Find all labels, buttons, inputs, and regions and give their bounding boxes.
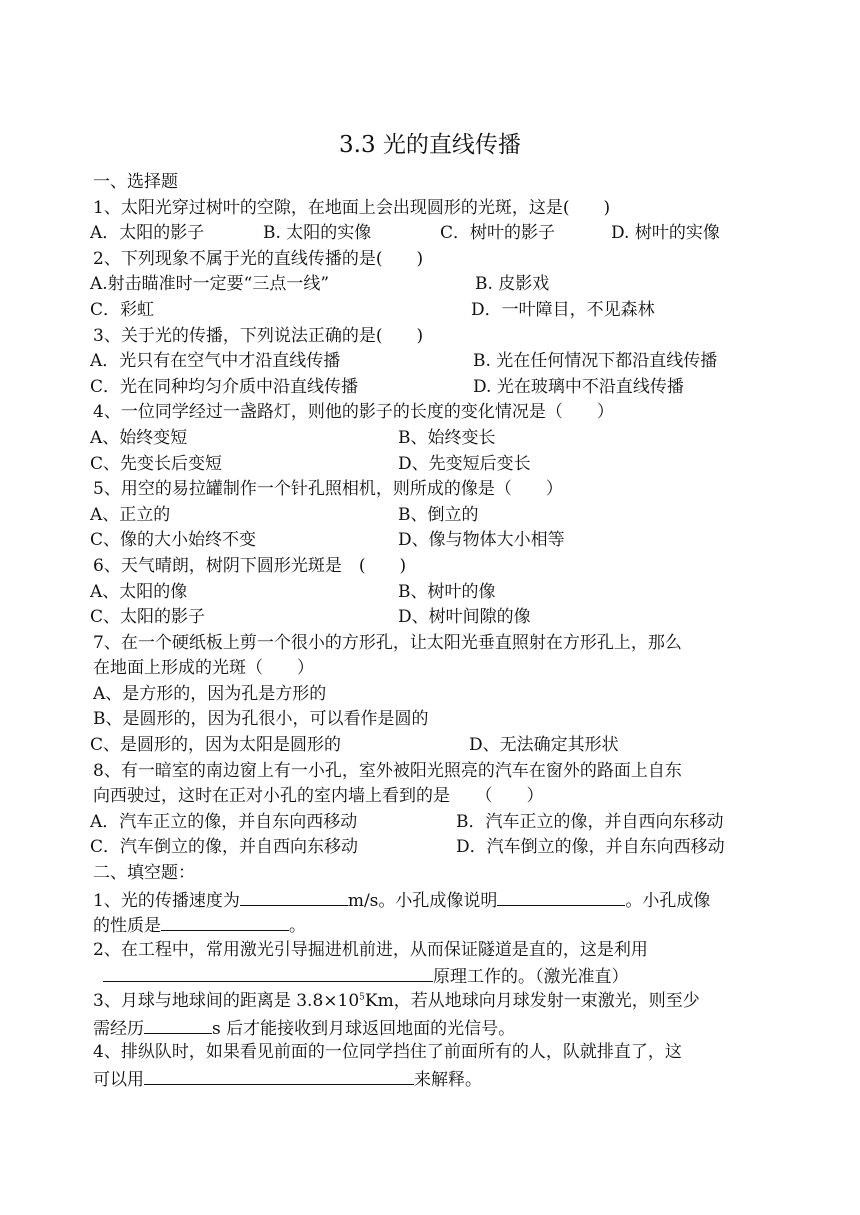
question-8-options-row1 <box>90 810 773 836</box>
question-4-options-row1 <box>90 426 773 452</box>
option-d: D、先变短后变长 <box>398 453 531 474</box>
exponent: 5 <box>359 992 365 1003</box>
question-3-stem: 3、关于光的传播，下列说法正确的是( ) <box>93 325 424 346</box>
question-7-stem-line1: 7、在一个硬纸板上剪一个很小的方形孔，让太阳光垂直照射在方形孔上，那么 <box>93 632 682 653</box>
fill-3-line1 <box>93 989 773 1015</box>
section-heading: 二、填空题： <box>93 863 195 884</box>
option-b: B. 皮影戏 <box>475 274 550 295</box>
question-1-stem: 1、太阳光穿过树叶的空隙，在地面上会出现圆形的光斑，这是( ) <box>93 197 611 218</box>
question-1-options <box>90 221 773 247</box>
question-5-stem: 5、用空的易拉罐制作一个针孔照相机，则所成的像是（ ） <box>93 479 563 500</box>
question-8-stem-line2: 向西驶过，这时在正对小孔的室内墙上看到的是 （ ） <box>93 786 544 807</box>
fill-4-line1: 4、排纵队时，如果看见前面的一位同学挡住了前面所有的人，队就排直了，这 <box>93 1042 682 1063</box>
option-c: C．树叶的影子 <box>440 223 556 244</box>
question-6-options-row2 <box>90 605 773 631</box>
question-5-options-row2 <box>90 528 773 554</box>
fill-text: 来解释。 <box>414 1069 482 1090</box>
option-c: C、像的大小始终不变 <box>90 530 257 551</box>
option-d: D．一叶障目，不见森林 <box>471 299 655 320</box>
fill-text: 。小孔成像 <box>625 890 711 911</box>
fill-2-line1: 2、在工程中，常用激光引导掘进机前进，从而保证隧道是直的，这是利用 <box>93 939 648 960</box>
question-6-options-row1 <box>90 580 773 606</box>
option-b: B．汽车正立的像，并自西向东移动 <box>456 811 724 832</box>
answer-blank[interactable] <box>144 1066 414 1085</box>
section-heading: 一、选择题 <box>93 172 178 192</box>
option-d: D．汽车倒立的像，并自东向西移动 <box>456 837 725 858</box>
option-d: D、无法确定其形状 <box>469 735 619 756</box>
question-8-options-row2 <box>90 835 773 861</box>
fill-1-line2 <box>93 912 773 938</box>
fill-text: 可以用 <box>93 1069 144 1090</box>
fill-text: 。 <box>289 916 306 937</box>
answer-blank[interactable] <box>161 912 289 931</box>
option-b: B、倒立的 <box>398 504 479 525</box>
question-7-options-row3 <box>90 733 773 759</box>
question-2-options-row2 <box>90 298 773 324</box>
option-c: C．汽车倒立的像，并自西向东移动 <box>90 837 359 858</box>
fill-text: s 后才能接收到月球返回地面的光信号。 <box>212 1018 516 1039</box>
question-7-stem-line2: 在地面上形成的光斑（ ） <box>93 658 314 679</box>
fill-text: 的性质是 <box>93 916 161 937</box>
fill-text: 1、光的传播速度为 <box>93 890 240 911</box>
option-a: A．光只有在空气中才沿直线传播 <box>90 351 341 372</box>
answer-blank[interactable] <box>497 887 625 906</box>
option-c: C、是圆形的，因为太阳是圆形的 <box>90 735 342 756</box>
question-2-stem: 2、下列现象不属于光的直线传播的是( ) <box>93 248 424 269</box>
question-5-options-row1 <box>90 503 773 529</box>
question-2-options-row1 <box>90 272 773 298</box>
option-b: B. 太阳的实像 <box>263 223 372 244</box>
worksheet-content <box>90 170 773 1091</box>
option-d: D. 光在玻璃中不沿直线传播 <box>473 376 684 397</box>
fill-text: m/s。小孔成像说明 <box>347 890 498 911</box>
option-d: D、树叶间隙的像 <box>398 607 531 628</box>
option-a: A、始终变短 <box>90 427 188 448</box>
option-d: D. 树叶的实像 <box>611 223 720 244</box>
question-4-stem: 4、一位同学经过一盏路灯，则他的影子的长度的变化情况是（ ） <box>93 402 614 423</box>
question-7-option-a: A、是方形的，因为孔是方形的 <box>93 683 327 704</box>
question-3-options-row1 <box>90 349 773 375</box>
fill-text: 需经历 <box>93 1018 144 1039</box>
question-6-stem: 6、天气晴朗，树阴下圆形光斑是 ( ) <box>93 555 407 576</box>
option-a: A.射击瞄准时一定要“三点一线” <box>90 274 330 295</box>
question-3-options-row2 <box>90 375 773 401</box>
answer-blank[interactable] <box>144 1015 212 1034</box>
option-c: C、先变长后变短 <box>90 453 223 474</box>
question-8-stem-line1: 8、有一暗室的南边窗上有一小孔，室外被阳光照亮的汽车在窗外的路面上自东 <box>93 760 682 781</box>
fill-text: 原理工作的。（激光准直） <box>433 967 629 988</box>
option-b: B、始终变长 <box>398 427 496 448</box>
page-title: 3.3 光的直线传播 <box>339 132 521 158</box>
fill-text: Km，若从地球向月球发射一束激光，则至少 <box>364 991 700 1011</box>
option-a: A、正立的 <box>90 504 171 525</box>
fill-1-line1 <box>93 887 773 913</box>
question-4-options-row2 <box>90 452 773 478</box>
option-b: B、树叶的像 <box>398 581 496 602</box>
option-a: A．汽车正立的像，并自东向西移动 <box>90 811 358 832</box>
question-7-option-b: B、是圆形的，因为孔很小，可以看作是圆的 <box>93 709 429 730</box>
fill-2-line2 <box>93 963 773 989</box>
option-d: D、像与物体大小相等 <box>398 530 565 551</box>
fill-4-line2 <box>93 1066 773 1092</box>
answer-blank[interactable] <box>103 963 433 982</box>
fill-3-line2 <box>93 1015 773 1041</box>
option-c: C、太阳的影子 <box>90 607 206 628</box>
option-c: C．光在同种均匀介质中沿直线传播 <box>90 376 359 397</box>
option-a: A、太阳的像 <box>90 581 188 602</box>
option-c: C．彩虹 <box>90 299 155 320</box>
answer-blank[interactable] <box>240 887 348 906</box>
fill-text: 3、月球与地球间的距离是 3.8×10 <box>93 991 360 1011</box>
option-b: B. 光在任何情况下都沿直线传播 <box>473 351 718 372</box>
option-a: A．太阳的影子 <box>90 223 205 244</box>
